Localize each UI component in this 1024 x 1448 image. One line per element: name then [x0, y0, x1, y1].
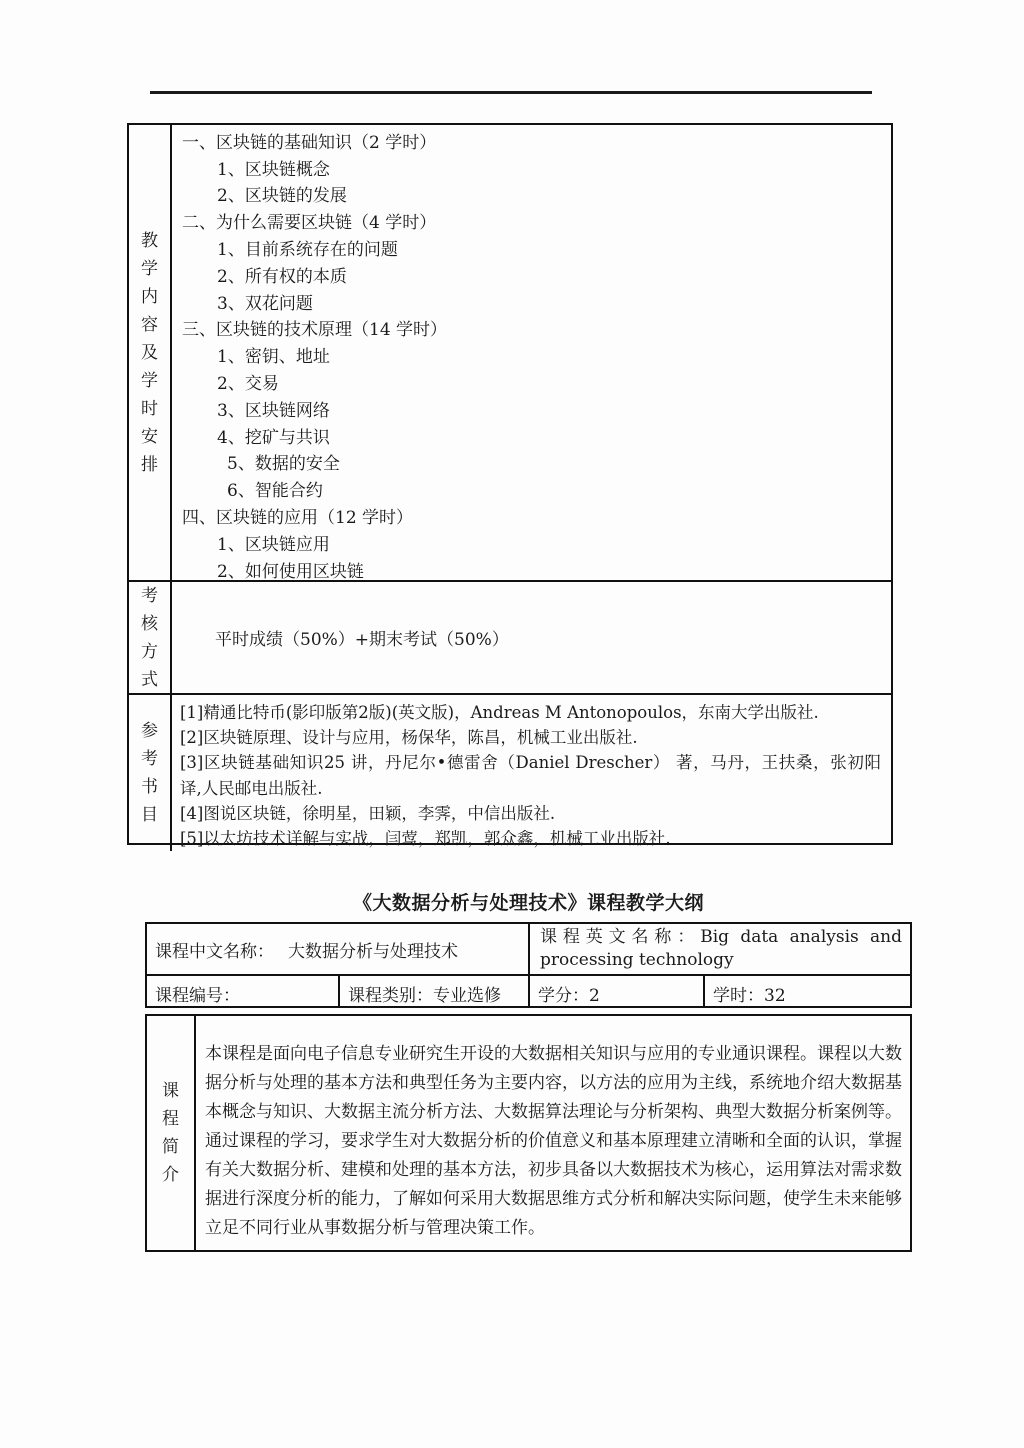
outline-line: 4、挖矿与共识 — [217, 427, 330, 448]
course-meta-row — [147, 974, 910, 1006]
course-name-row — [147, 924, 910, 974]
outline-line: 2、交易 — [217, 374, 279, 395]
outline-line: 四、区块链的应用（12 学时） — [182, 508, 414, 529]
course-cn-name-value: 大数据分析与处理技术 — [288, 941, 458, 962]
outline-line: 1、区块链应用 — [217, 534, 330, 555]
course-code-cell: 课程编号： — [147, 976, 340, 1006]
course-en-name-line2: processing technology — [540, 950, 734, 970]
reference-item: [1]精通比特币(影印版第2版)(英文版)，Andreas M Antonopoulos，东南大学出版社. — [180, 703, 819, 722]
course-hours-cell: 学时：32 — [713, 985, 786, 1006]
reference-item: [4]图说区块链，徐明星，田颖，李霁，中信出版社. — [180, 803, 556, 823]
reference-item: [5]以太坊技术详解与实战，闫莺，郑凯，郭众鑫，机械工业出版社. — [180, 829, 671, 849]
outline-line: 二、为什么需要区块链（4 学时） — [182, 213, 437, 234]
course-intro-label: 课程简介 — [162, 1081, 179, 1185]
references-content-cell — [172, 695, 891, 851]
assessment-text: 平时成绩（50%）+期末考试（50%） — [215, 630, 509, 650]
outline-line: 3、双花问题 — [217, 293, 313, 314]
teaching-content-label-cell — [129, 125, 172, 580]
outline-line: 1、目前系统存在的问题 — [217, 240, 398, 261]
assessment-content-cell — [172, 582, 891, 693]
reference-item: [2]区块链原理、设计与应用，杨保华，陈昌，机械工业出版社. — [180, 728, 638, 748]
outline-line: 2、所有权的本质 — [217, 266, 347, 287]
course-credits-cell: 学分：2 — [530, 976, 705, 1006]
outline-line: 1、密钥、地址 — [217, 347, 330, 368]
outline-line: 3、区块链网络 — [217, 400, 330, 421]
section-title: 《大数据分析与处理技术》课程教学大纲 — [352, 892, 704, 914]
course-info-table — [145, 922, 912, 1008]
teaching-content-row — [129, 125, 891, 580]
top-horizontal-rule — [150, 91, 872, 94]
references-label: 参考书目 — [141, 721, 158, 826]
teaching-content-label: 教学内容及学时安排 — [141, 230, 158, 475]
assessment-label-cell — [129, 582, 172, 693]
reference-item: [3]区块链基础知识25 讲，丹尼尔•德雷舍（Daniel Drescher） 著，马丹，王扶桑，张初阳 译,人民邮电出版社. — [180, 753, 881, 798]
course-category-cell: 课程类别：专业选修 — [340, 976, 530, 1006]
course-outline-table — [127, 123, 893, 849]
references-row — [129, 693, 891, 851]
course-cn-name-cell — [147, 924, 530, 974]
outline-line: 1、区块链概念 — [217, 159, 330, 180]
course-intro-table — [145, 1014, 912, 1252]
course-intro-cell — [196, 1016, 910, 1250]
outline-line: 2、区块链的发展 — [217, 186, 347, 207]
outline-line: 三、区块链的技术原理（14 学时） — [182, 320, 448, 341]
course-intro-label-cell — [147, 1016, 196, 1250]
assessment-row — [129, 580, 891, 693]
course-intro-text: 本课程是面向电子信息专业研究生开设的大数据相关知识与应用的专业通识课程。课程以大数据分析与处理的基本方法和典型任务为主要内容，以方法的应用为主线，系统地介绍大数据基本概念与知识、大数据主流分析方法、大数据算法理论与分析架构、典型大数据分析案例等。通过课程的学习，要求学生对大数据分析的价值意义和基本原理建立清晰和全面的认识，掌握有关大数据分析、建模和处理的基本方法，初步具备以大数据技术为核心，运用算法对需求数据进行深度分析的能力，了解如何采用大数据思维方式分析和解决实际问题，使学生未来能够立足不同行业从事数据分析与管理决策工作。 — [205, 1044, 902, 1238]
course-en-name-cell — [530, 924, 910, 974]
course-cn-name-label: 课程中文名称： — [155, 941, 274, 962]
course-en-name-line1: 课程英文名称：Big data analysis and — [540, 927, 903, 947]
outline-line: 6、智能合约 — [227, 481, 323, 502]
assessment-label: 考核方式 — [141, 585, 158, 690]
teaching-content-cell — [172, 125, 891, 580]
outline-line: 5、数据的安全 — [227, 454, 340, 475]
outline-line: 2、如何使用区块链 — [217, 561, 364, 580]
references-label-cell — [129, 695, 172, 851]
outline-line: 一、区块链的基础知识（2 学时） — [182, 132, 437, 153]
